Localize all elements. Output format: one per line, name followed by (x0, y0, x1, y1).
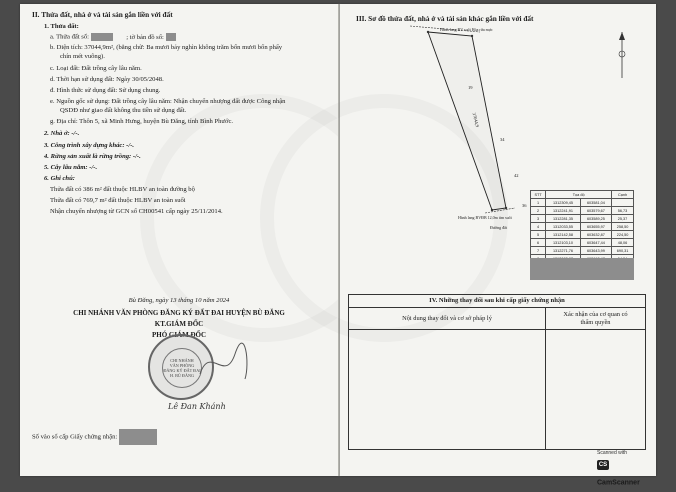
seal-text-4: H. BÙ ĐĂNG (169, 373, 195, 378)
seal-text-3: ĐĂNG KÝ ĐẤT ĐAI (163, 368, 201, 373)
construction-line: 3. Công trình xây dựng khác: -/-. (44, 142, 135, 149)
table-cell: 48,06 (612, 239, 634, 247)
table-cell: 3 (531, 215, 546, 223)
table-cell: 603647,44 (580, 239, 611, 247)
table-cell: 56,73 (612, 207, 634, 215)
land-type: c. Loại đất: Đất trồng cây lâu năm. (50, 65, 142, 72)
table-cell: 1312241,91 (546, 207, 581, 215)
forest-line: 4. Rừng sản xuất là rừng trồng: -/-. (44, 153, 141, 160)
neighbor-36: 36 (522, 203, 527, 208)
redacted-box (119, 429, 157, 445)
redacted-box (91, 33, 113, 41)
table-cell: 6 (531, 239, 546, 247)
table-cell: 603643,99 (580, 247, 611, 255)
notes-heading: 6. Ghi chú: (44, 175, 75, 182)
table-cell: 1312103,10 (546, 239, 581, 247)
land-area-cont: chín mét vuông). (60, 53, 105, 60)
signing-date: Bù Đăng, ngày 13 tháng 10 năm 2024 (128, 297, 230, 304)
table-cell: 603589,25 (580, 215, 611, 223)
changes-content-col (349, 308, 546, 449)
section-title-iii: III. Sơ đồ thửa đất, nhà ở và tài sản khác gắn liền với đất (356, 14, 534, 23)
office-name: CHI NHÁNH VĂN PHÒNG ĐĂNG KÝ ĐẤT ĐAI HUYỆN BÙ ĐĂNG (73, 309, 285, 317)
neighbor-34: 34 (500, 137, 505, 142)
table-cell: 4 (531, 223, 546, 231)
table-cell: 224,50 (612, 231, 634, 239)
table-cell: 5 (531, 231, 546, 239)
scanned-with-text: Scanned with (597, 450, 628, 456)
neighbor-19: 19 (468, 85, 473, 90)
coordinate-table (530, 190, 634, 263)
table-cell: 603632,87 (580, 231, 611, 239)
changes-confirm-col (546, 308, 645, 449)
land-term: d. Thời hạn sử dụng đất: Ngày 30/05/2048. (50, 76, 164, 83)
camscanner-watermark (597, 450, 655, 487)
camscanner-name: CamScanner (597, 479, 640, 487)
diagram-bottom-label: Hành lang BVĐB 12,0m tim suối (458, 215, 512, 220)
register-number-line (32, 429, 157, 445)
land-origin-cont: QSDĐ như giao đất không thu tiền sử dụng đất. (60, 107, 187, 114)
table-cell: 603579,67 (580, 207, 611, 215)
coordinate-body (531, 199, 634, 263)
camscanner-logo-icon: CS (598, 461, 608, 468)
neighbor-42: 42 (514, 173, 519, 178)
diagram-area-label: 37044,9 (471, 112, 480, 128)
table-cell: 1312309,45 (546, 199, 581, 207)
table-cell: 1312281,35 (546, 215, 581, 223)
changes-col2-title (546, 308, 645, 330)
register-label: Số vào sổ cấp Giấy chứng nhận: (32, 433, 118, 441)
table-cell: 1312271,76 (546, 247, 581, 255)
land-number-label: a. Thửa đất số: (50, 33, 89, 41)
table-row (531, 231, 634, 239)
table-cell: 1312033,55 (546, 223, 581, 231)
trees-line: 5. Cây lâu năm: -/-. (44, 164, 98, 171)
table-cell: 690,31 (612, 247, 634, 255)
changes-title: IV. Những thay đổi sau khi cấp giấy chứng nhận (349, 295, 645, 308)
signer-name: Lê Đan Khánh (168, 402, 226, 411)
table-row (531, 215, 634, 223)
right-page (340, 4, 656, 487)
table-cell: 1 (531, 199, 546, 207)
table-cell: 1312142,58 (546, 231, 581, 239)
section-title-ii: II. Thửa đất, nhà ở và tài sản gắn liền với đất (32, 10, 173, 19)
map-sheet-label: ; tờ bản đồ số: (126, 33, 164, 41)
table-cell: 25,37 (612, 215, 634, 223)
table-cell: 258,50 (612, 223, 634, 231)
table-row (531, 207, 634, 215)
table-row (531, 199, 634, 207)
land-origin: e. Nguồn gốc sử dụng: Đất trồng cây lâu năm: Nhận chuyển nhượng đất được Công nhận (50, 98, 286, 105)
diagram-road-label: Đường đất (490, 225, 508, 230)
deputy-director: PHÓ GIÁM ĐỐC (151, 331, 207, 339)
header-edge: Cạnh (612, 191, 634, 199)
changes-col2-line2: thẩm quyền (580, 319, 611, 326)
table-cell: 2 (531, 207, 546, 215)
redacted-box (530, 258, 634, 280)
land-area: b. Diện tích: 37044,9m², (bằng chữ: Ba mươi bảy nghìn không trăm bốn mươi bốn phẩy (50, 44, 283, 51)
table-header-row (531, 191, 634, 199)
header-stt: STT (531, 191, 546, 199)
land-usage-form: đ. Hình thức sử dụng đất: Sử dụng chung. (50, 87, 161, 94)
header-coord: Tọa độ (546, 191, 612, 199)
note-stream: Thửa đất có 769,7 m² đất thuộc HLBV an toàn suối (50, 197, 186, 204)
for-director: KT.GIÁM ĐỐC (154, 320, 204, 328)
seal-text-1: CHI NHÁNH (170, 358, 194, 363)
table-cell: 603655,97 (580, 223, 611, 231)
table-cell: 603581,04 (580, 199, 611, 207)
changes-col2-line1: Xác nhận của cơ quan có (563, 311, 628, 318)
redacted-box (166, 33, 176, 41)
changes-columns (349, 308, 645, 449)
table-row (531, 239, 634, 247)
table-row (531, 223, 634, 231)
house-line: 2. Nhà ở: -/-. (44, 130, 80, 137)
changes-col1-title: Nội dung thay đổi và cơ sở pháp lý (349, 308, 545, 330)
table-cell (612, 199, 634, 207)
note-road: Thửa đất có 386 m² đất thuộc HLBV an toàn đường bộ (50, 186, 195, 193)
note-transfer: Nhận chuyển nhượng từ GCN số CH00541 cấp ngày 25/11/2014. (50, 208, 223, 215)
table-row (531, 247, 634, 255)
signature-scribble (195, 334, 255, 394)
land-number-line (50, 33, 176, 42)
land-address: g. Địa chỉ: Thôn 5, xã Minh Hưng, huyện Bù Đăng, tỉnh Bình Phước. (50, 118, 234, 125)
seal-text-2: VĂN PHÒNG (169, 363, 195, 368)
table-cell: 7 (531, 247, 546, 255)
diagram-top-label: Hành lang BV suối Hòa rửa mực (440, 27, 493, 32)
land-heading: 1. Thửa đất: (44, 23, 79, 30)
changes-section (348, 294, 646, 450)
